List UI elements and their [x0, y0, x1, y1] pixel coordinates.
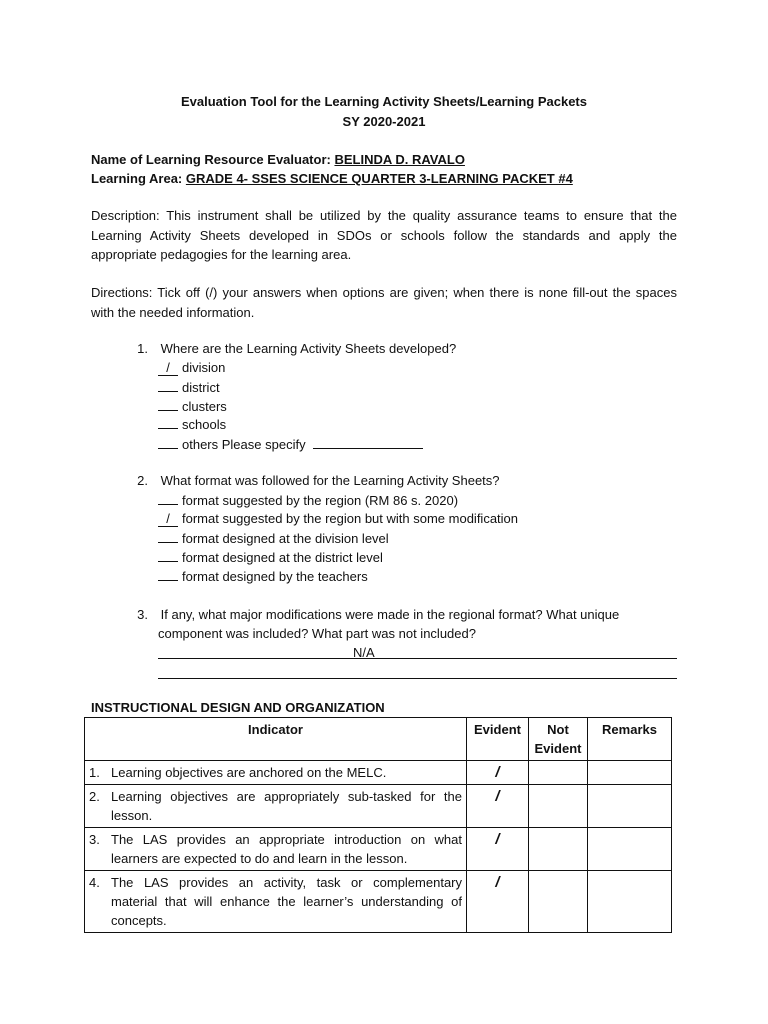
- question-3-number: 3.: [137, 607, 148, 622]
- remarks-cell[interactable]: [588, 828, 672, 871]
- q1-option-label: clusters: [182, 399, 227, 414]
- q1-option-schools[interactable]: [158, 416, 226, 432]
- learning-area-label: Learning Area:: [91, 171, 183, 186]
- q1-option-blank[interactable]: [158, 416, 178, 429]
- row-indicator: The LAS provides an appropriate introduction on what learners are expected to do and learn in the lesson.: [111, 832, 462, 866]
- q1-option-label: others Please specify: [182, 437, 306, 452]
- q2-option-blank[interactable]: [158, 492, 178, 505]
- learning-area-value: GRADE 4- SSES SCIENCE QUARTER 3-LEARNING PACKET #4: [185, 171, 573, 186]
- evaluator-label: Name of Learning Resource Evaluator:: [91, 152, 331, 167]
- not-evident-cell[interactable]: [529, 871, 588, 933]
- question-3-text-line2: component was included? What part was not included?: [158, 626, 476, 641]
- section-title: INSTRUCTIONAL DESIGN AND ORGANIZATION: [91, 700, 385, 715]
- q2-option-division[interactable]: [158, 530, 389, 546]
- evident-cell[interactable]: /: [467, 828, 529, 871]
- header-indicator: Indicator: [85, 718, 467, 761]
- evident-cell[interactable]: /: [467, 871, 529, 933]
- q1-option-blank[interactable]: /: [158, 363, 178, 376]
- answer-line-1[interactable]: [158, 658, 677, 659]
- directions-paragraph: Directions: Tick off (/) your answers when options are given; when there is none fill-out the spaces with the needed information.: [91, 285, 677, 320]
- row-number: 2.: [89, 789, 100, 804]
- row-number: 3.: [89, 832, 100, 847]
- q2-option-blank[interactable]: [158, 549, 178, 562]
- answer-line-2[interactable]: [158, 678, 677, 679]
- evaluator-line: [91, 152, 465, 167]
- q2-option-label: format designed by the teachers: [182, 569, 368, 584]
- question-2-number: 2.: [137, 473, 148, 488]
- q2-option-district[interactable]: [158, 549, 383, 565]
- school-year: SY 2020-2021: [342, 114, 426, 129]
- table-row: [85, 761, 672, 785]
- question-3: [128, 607, 619, 622]
- q1-option-blank[interactable]: [158, 379, 178, 392]
- q2-option-label: format designed at the district level: [182, 550, 383, 565]
- question-3-text-line1: If any, what major modifications were made in the regional format? What unique: [160, 607, 620, 622]
- remarks-cell[interactable]: [588, 871, 672, 933]
- remarks-cell[interactable]: [588, 761, 672, 785]
- q1-option-label: schools: [182, 417, 227, 432]
- q2-option-blank[interactable]: [158, 530, 178, 543]
- evident-cell[interactable]: /: [467, 785, 529, 828]
- question-1-number: 1.: [137, 341, 148, 356]
- q2-option-label: format designed at the division level: [182, 531, 389, 546]
- q2-option-label: format suggested by the region (RM 86 s. 2020): [182, 493, 459, 508]
- question-2: [128, 473, 500, 488]
- table-row: [85, 785, 672, 828]
- q2-option-region[interactable]: [158, 492, 458, 508]
- not-evident-cell[interactable]: [529, 828, 588, 871]
- row-indicator: Learning objectives are anchored on the MELC.: [111, 765, 387, 780]
- q1-option-district[interactable]: [158, 379, 220, 395]
- table-row: [85, 828, 672, 871]
- q2-option-label: format suggested by the region but with some modification: [182, 511, 519, 526]
- remarks-cell[interactable]: [588, 785, 672, 828]
- document-title: Evaluation Tool for the Learning Activity Sheets/Learning Packets: [181, 94, 587, 109]
- q1-option-division[interactable]: [158, 360, 225, 376]
- row-number: 4.: [89, 875, 100, 890]
- row-indicator: Learning objectives are appropriately sub-tasked for the lesson.: [111, 789, 462, 823]
- q1-option-label: district: [182, 380, 220, 395]
- description-paragraph: Description: This instrument shall be utilized by the quality assurance teams to ensure that the Learning Activity Sheets developed in SDOs or schools follow the standards and apply the appropriate pedagogies for the learning area.: [91, 208, 677, 262]
- q2-option-region-modified[interactable]: [158, 511, 518, 527]
- row-indicator: The LAS provides an activity, task or complementary material that will enhance the learner’s understanding of concepts.: [111, 875, 462, 928]
- question-1: [128, 341, 456, 356]
- evident-cell[interactable]: /: [467, 761, 529, 785]
- not-evident-cell[interactable]: [529, 761, 588, 785]
- question-1-text: Where are the Learning Activity Sheets developed?: [160, 341, 457, 356]
- row-number: 1.: [89, 765, 100, 780]
- q2-option-blank[interactable]: [158, 568, 178, 581]
- q1-option-clusters[interactable]: [158, 398, 227, 414]
- question-3-answer: N/A: [353, 645, 375, 660]
- table-row: [85, 871, 672, 933]
- evaluator-name: BELINDA D. RAVALO: [334, 152, 465, 167]
- others-specify-field[interactable]: [313, 436, 423, 449]
- question-2-text: What format was followed for the Learning Activity Sheets?: [160, 473, 500, 488]
- q1-option-others[interactable]: [158, 436, 427, 452]
- q2-option-teachers[interactable]: [158, 568, 368, 584]
- header-not-evident: Not Evident: [529, 718, 588, 761]
- q1-option-blank[interactable]: [158, 398, 178, 411]
- q2-option-blank[interactable]: /: [158, 514, 178, 527]
- learning-area-line: [91, 171, 573, 186]
- header-remarks: Remarks: [588, 718, 672, 761]
- q1-option-label: division: [182, 360, 226, 375]
- not-evident-cell[interactable]: [529, 785, 588, 828]
- header-evident: Evident: [467, 718, 529, 761]
- q1-option-blank[interactable]: [158, 436, 178, 449]
- indicator-table: [84, 717, 672, 933]
- table-header-row: [85, 718, 672, 761]
